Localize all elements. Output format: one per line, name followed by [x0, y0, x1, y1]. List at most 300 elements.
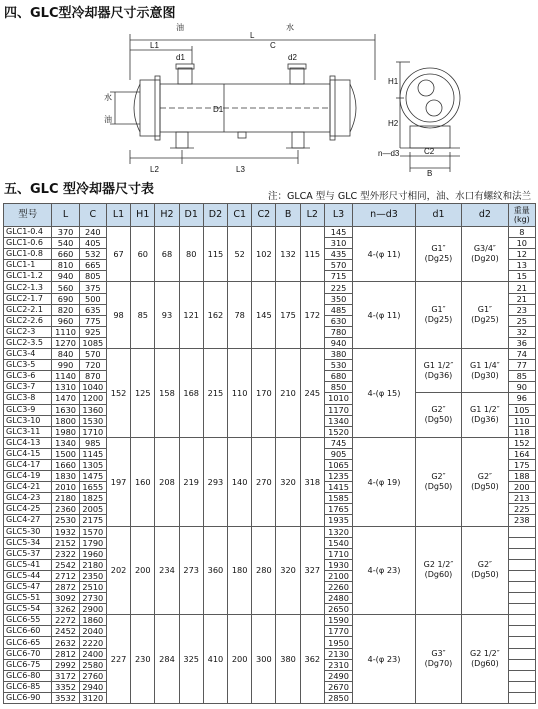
dim-C2: C2 — [424, 147, 435, 156]
header-C2: C2 — [252, 204, 276, 227]
table-row — [4, 437, 536, 448]
dim-B: B — [427, 169, 433, 178]
table-cell: 1415 — [324, 482, 352, 493]
table-cell: GLC2-3 — [4, 326, 52, 337]
pipe-dg: (Dg70) — [424, 659, 453, 669]
table-cell: 1930 — [324, 559, 352, 570]
table-cell: GLC6-90 — [4, 692, 52, 703]
table-cell: 2632 — [52, 637, 79, 648]
table-cell: 4-(φ 23) — [353, 615, 416, 704]
table-cell — [462, 437, 508, 526]
table-cell: 2712 — [52, 570, 79, 581]
table-cell: 810 — [52, 260, 79, 271]
pipe-size: G2″ — [477, 560, 493, 570]
table-cell: 2992 — [52, 659, 79, 670]
table-cell: 32 — [508, 326, 535, 337]
table-cell: 208 — [155, 437, 179, 526]
table-cell: 96 — [508, 393, 535, 404]
table-cell: 74 — [508, 349, 535, 360]
table-cell: 2175 — [79, 515, 106, 526]
table-cell: 570 — [324, 260, 352, 271]
pipe-size: G1″ — [477, 305, 493, 315]
table-cell — [508, 593, 535, 604]
table-cell: 985 — [79, 437, 106, 448]
table-cell: 715 — [324, 271, 352, 282]
table-cell: GLC5-37 — [4, 548, 52, 559]
table-cell: 1320 — [324, 526, 352, 537]
table-cell: 1145 — [79, 448, 106, 459]
header-C1: C1 — [228, 204, 252, 227]
table-cell: 1585 — [324, 493, 352, 504]
table-cell: 1770 — [324, 626, 352, 637]
table-cell: GLC2-2.1 — [4, 304, 52, 315]
table-cell: GLC4-27 — [4, 515, 52, 526]
table-cell: GLC3-10 — [4, 415, 52, 426]
table-cell: 2272 — [52, 615, 79, 626]
table-cell — [462, 282, 508, 349]
pipe-dg: (Dg60) — [424, 570, 453, 580]
table-cell: 240 — [79, 227, 106, 238]
table-cell: 132 — [276, 227, 300, 282]
table-body — [4, 227, 536, 704]
table-cell — [462, 615, 508, 704]
table-cell — [415, 526, 461, 615]
table-cell: 2900 — [79, 604, 106, 615]
table-cell: 200 — [228, 615, 252, 704]
table-cell — [415, 349, 461, 393]
table-cell: 1040 — [79, 382, 106, 393]
table-cell: 375 — [79, 282, 106, 293]
table-row — [4, 282, 536, 293]
pipe-size: G2 1/2″ — [423, 560, 454, 570]
table-cell — [508, 582, 535, 593]
table-cell: 2310 — [324, 659, 352, 670]
table-cell: 152 — [508, 437, 535, 448]
table-cell: 270 — [252, 437, 276, 526]
table-cell: 110 — [508, 415, 535, 426]
table-cell: 485 — [324, 304, 352, 315]
table-cell: 168 — [179, 349, 203, 438]
pipe-dg: (Dg36) — [424, 370, 453, 380]
table-cell: 3172 — [52, 670, 79, 681]
table-cell: 215 — [203, 349, 227, 438]
table-cell — [415, 615, 461, 704]
table-cell: 12 — [508, 249, 535, 260]
table-cell — [462, 526, 508, 615]
table-cell: GLC5-51 — [4, 593, 52, 604]
pipe-dg: (Dg60) — [471, 659, 499, 669]
table-cell: 635 — [79, 304, 106, 315]
header-L: L — [52, 204, 79, 227]
table-cell: 360 — [203, 526, 227, 615]
table-cell: 225 — [324, 282, 352, 293]
table-cell: 78 — [228, 282, 252, 349]
table-cell: GLC6-70 — [4, 648, 52, 659]
pipe-size: G3/4″ — [473, 244, 496, 254]
table-cell: 60 — [131, 227, 155, 282]
table-cell: 188 — [508, 471, 535, 482]
table-cell: GLC4-13 — [4, 437, 52, 448]
table-cell: 560 — [52, 282, 79, 293]
header-D1: D1 — [179, 204, 203, 227]
table-cell: 8 — [508, 227, 535, 238]
table-cell — [462, 393, 508, 437]
table-cell: 4-(φ 11) — [353, 282, 416, 349]
table-cell — [415, 393, 461, 437]
table-cell: 1932 — [52, 526, 79, 537]
table-cell: GLC4-25 — [4, 504, 52, 515]
table-cell: 1140 — [52, 371, 79, 382]
table-cell: 162 — [203, 282, 227, 349]
table-cell: GLC3-4 — [4, 349, 52, 360]
table-cell: 362 — [300, 615, 324, 704]
table-cell: 200 — [131, 526, 155, 615]
table-cell: 2940 — [79, 681, 106, 692]
table-cell: 1790 — [79, 537, 106, 548]
table-cell — [508, 692, 535, 703]
table-cell — [462, 227, 508, 282]
table-cell: 2130 — [324, 648, 352, 659]
table-cell: 327 — [300, 526, 324, 615]
table-cell: 2510 — [79, 582, 106, 593]
table-cell: 197 — [106, 437, 130, 526]
table-cell: 3352 — [52, 681, 79, 692]
table-cell: 1235 — [324, 471, 352, 482]
table-cell: 25 — [508, 315, 535, 326]
table-cell: 2530 — [52, 515, 79, 526]
table-cell: 2730 — [79, 593, 106, 604]
table-cell: 23 — [508, 304, 535, 315]
table-cell: GLC2-2.6 — [4, 315, 52, 326]
dim-L: L — [250, 31, 255, 40]
pipe-size: G1 1/2″ — [470, 405, 500, 415]
table-cell: 905 — [324, 448, 352, 459]
table-cell: GLC4-23 — [4, 493, 52, 504]
table-cell: 1950 — [324, 637, 352, 648]
pipe-dg: (Dg50) — [471, 481, 499, 491]
table-cell: 310 — [324, 238, 352, 249]
table-cell: 175 — [508, 459, 535, 470]
table-cell: 2040 — [79, 626, 106, 637]
table-cell: GLC3-7 — [4, 382, 52, 393]
table-cell: 105 — [508, 404, 535, 415]
pipe-size: G3″ — [431, 649, 446, 659]
table-cell: 1360 — [79, 404, 106, 415]
table-cell: 3092 — [52, 593, 79, 604]
pipe-size: G2″ — [431, 405, 446, 415]
table-cell — [462, 349, 508, 393]
dim-d2: d2 — [288, 53, 297, 62]
pipe-dg: (Dg50) — [424, 481, 453, 491]
table-cell: 2452 — [52, 626, 79, 637]
table-cell — [508, 637, 535, 648]
table-cell: 90 — [508, 382, 535, 393]
table-cell: 2580 — [79, 659, 106, 670]
table-cell: GLC6-85 — [4, 681, 52, 692]
label-water-top: 水 — [286, 23, 294, 32]
header-L1: L1 — [106, 204, 130, 227]
table-cell: 2180 — [79, 559, 106, 570]
table-cell: 4-(φ 11) — [353, 227, 416, 282]
pipe-dg: (Dg36) — [471, 415, 499, 425]
table-cell: 1085 — [79, 337, 106, 348]
table-cell: 1710 — [79, 426, 106, 437]
table-cell: GLC4-17 — [4, 459, 52, 470]
table-cell: 1110 — [52, 326, 79, 337]
table-row — [4, 526, 536, 537]
table-cell: 93 — [155, 282, 179, 349]
table-cell: 1340 — [324, 415, 352, 426]
table-cell: GLC1-1 — [4, 260, 52, 271]
table-cell: GLC6-65 — [4, 637, 52, 648]
table-cell: 318 — [300, 437, 324, 526]
table-cell: 15 — [508, 271, 535, 282]
table-cell: 2670 — [324, 681, 352, 692]
table-cell: 435 — [324, 249, 352, 260]
table-cell — [508, 526, 535, 537]
table-cell: 227 — [106, 615, 130, 704]
table-cell: 2005 — [79, 504, 106, 515]
table-cell: 115 — [300, 227, 324, 282]
table-cell: 320 — [276, 526, 300, 615]
header-D2: D2 — [203, 204, 227, 227]
table-cell: 320 — [276, 437, 300, 526]
table-cell: 36 — [508, 337, 535, 348]
table-cell: 210 — [276, 349, 300, 438]
header-H2: H2 — [155, 204, 179, 227]
table-cell: 125 — [131, 349, 155, 438]
table-cell: 152 — [106, 349, 130, 438]
table-cell: 325 — [179, 615, 203, 704]
table-cell: 1520 — [324, 426, 352, 437]
table-cell: GLC2-1.7 — [4, 293, 52, 304]
table-cell: 213 — [508, 493, 535, 504]
table-cell: 2542 — [52, 559, 79, 570]
table-cell: GLC4-21 — [4, 482, 52, 493]
table-note: 注：GLCA 型与 GLC 型外形尺寸相同，油、水口有螺纹和法兰 — [268, 191, 532, 202]
table-cell: 238 — [508, 515, 535, 526]
table-cell: GLC1-1.2 — [4, 271, 52, 282]
table-cell: 115 — [203, 227, 227, 282]
table-cell: 180 — [228, 526, 252, 615]
table-cell: 570 — [79, 349, 106, 360]
table-cell: 1825 — [79, 493, 106, 504]
table-cell — [508, 537, 535, 548]
table-cell — [508, 570, 535, 581]
table-cell: GLC3-6 — [4, 371, 52, 382]
table-cell: 1655 — [79, 482, 106, 493]
table-cell: 660 — [52, 249, 79, 260]
table-cell: 350 — [324, 293, 352, 304]
table-cell: 1475 — [79, 471, 106, 482]
table-cell — [508, 615, 535, 626]
table-cell: 1800 — [52, 415, 79, 426]
label-water-left: 水 — [104, 93, 112, 102]
pipe-dg: (Dg25) — [424, 254, 453, 264]
table-cell: 3532 — [52, 692, 79, 703]
table-cell: 280 — [252, 526, 276, 615]
table-cell: 118 — [508, 426, 535, 437]
table-cell: 870 — [79, 371, 106, 382]
table-cell: 3120 — [79, 692, 106, 703]
table-cell: 1200 — [79, 393, 106, 404]
table-cell: 293 — [203, 437, 227, 526]
pipe-size: G1″ — [431, 244, 446, 254]
dim-d1: d1 — [176, 53, 185, 62]
table-cell: 2400 — [79, 648, 106, 659]
table-cell: 820 — [52, 304, 79, 315]
header-weight: 重量(kg) — [508, 204, 535, 227]
table-cell: 500 — [79, 293, 106, 304]
table-cell: 1310 — [52, 382, 79, 393]
table-cell: 2260 — [324, 582, 352, 593]
table-cell: 665 — [79, 260, 106, 271]
table-cell: 2360 — [52, 504, 79, 515]
table-cell: 2220 — [79, 637, 106, 648]
pipe-size: G1″ — [431, 305, 446, 315]
table-cell: 1500 — [52, 448, 79, 459]
dim-H1: H1 — [388, 77, 399, 86]
pipe-dg: (Dg20) — [471, 254, 499, 264]
table-cell: GLC5-54 — [4, 604, 52, 615]
table-cell: 67 — [106, 227, 130, 282]
table-cell: GLC3-8 — [4, 393, 52, 404]
dim-L3: L3 — [236, 165, 245, 174]
table-cell: 1980 — [52, 426, 79, 437]
table-cell: GLC2-3.5 — [4, 337, 52, 348]
table-cell — [508, 559, 535, 570]
pipe-dg: (Dg50) — [471, 570, 499, 580]
table-cell: 225 — [508, 504, 535, 515]
table-cell: GLC4-19 — [4, 471, 52, 482]
table-cell: GLC5-34 — [4, 537, 52, 548]
table-cell: GLC6-80 — [4, 670, 52, 681]
table-row — [4, 615, 536, 626]
section5-title: 五、GLC 型冷却器尺寸表 — [4, 182, 155, 197]
dim-D1: D1 — [213, 105, 224, 114]
table-cell: 720 — [79, 360, 106, 371]
table-cell: 175 — [276, 282, 300, 349]
pipe-dg: (Dg30) — [471, 370, 499, 380]
table-cell: 140 — [228, 437, 252, 526]
table-cell: GLC6-55 — [4, 615, 52, 626]
table-cell — [508, 604, 535, 615]
pipe-dg: (Dg50) — [424, 415, 453, 425]
pipe-size: G2″ — [477, 471, 493, 481]
table-cell: 2010 — [52, 482, 79, 493]
table-cell: 1765 — [324, 504, 352, 515]
table-cell: 380 — [324, 349, 352, 360]
table-cell — [508, 548, 535, 559]
table-cell: 170 — [252, 349, 276, 438]
table-cell: 1530 — [79, 415, 106, 426]
table-cell: 940 — [52, 271, 79, 282]
table-cell — [415, 282, 461, 349]
table-cell: 160 — [131, 437, 155, 526]
table-cell: 1960 — [79, 548, 106, 559]
table-cell: GLC6-75 — [4, 659, 52, 670]
table-cell: 530 — [324, 360, 352, 371]
table-cell: 121 — [179, 282, 203, 349]
table-cell: 4-(φ 19) — [353, 437, 416, 526]
header-L3: L3 — [324, 204, 352, 227]
table-cell: GLC1-0.8 — [4, 249, 52, 260]
table-cell: 68 — [155, 227, 179, 282]
table-cell: 960 — [52, 315, 79, 326]
table-cell: 940 — [324, 337, 352, 348]
table-cell: 21 — [508, 282, 535, 293]
table-cell: 410 — [203, 615, 227, 704]
table-cell: GLC5-44 — [4, 570, 52, 581]
table-cell: 300 — [252, 615, 276, 704]
table-cell: GLC3-9 — [4, 404, 52, 415]
table-cell: GLC3-5 — [4, 360, 52, 371]
table-row — [4, 227, 536, 238]
table-cell: 2490 — [324, 670, 352, 681]
table-cell: 1065 — [324, 459, 352, 470]
table-cell: 2812 — [52, 648, 79, 659]
table-cell: GLC6-60 — [4, 626, 52, 637]
table-cell: 2100 — [324, 570, 352, 581]
table-cell: 1660 — [52, 459, 79, 470]
table-cell: 98 — [106, 282, 130, 349]
table-cell: 1590 — [324, 615, 352, 626]
table-cell: 405 — [79, 238, 106, 249]
table-cell: 690 — [52, 293, 79, 304]
table-cell: 1170 — [324, 404, 352, 415]
table-cell: GLC5-41 — [4, 559, 52, 570]
table-cell: 1935 — [324, 515, 352, 526]
table-cell: 2350 — [79, 570, 106, 581]
dim-nd3: n—d3 — [378, 149, 400, 158]
table-cell: 4-(φ 15) — [353, 349, 416, 438]
header-H1: H1 — [131, 204, 155, 227]
label-oil-top: 油 — [176, 23, 184, 32]
table-cell: 1540 — [324, 537, 352, 548]
dim-L1: L1 — [150, 41, 159, 50]
table-cell: 540 — [52, 238, 79, 249]
table-cell: 1305 — [79, 459, 106, 470]
header-model: 型号 — [4, 204, 52, 227]
table-cell: 2872 — [52, 582, 79, 593]
table-cell: 219 — [179, 437, 203, 526]
table-cell: 85 — [508, 371, 535, 382]
table-cell: GLC3-11 — [4, 426, 52, 437]
table-cell: 202 — [106, 526, 130, 615]
table-cell: 77 — [508, 360, 535, 371]
table-cell: 1860 — [79, 615, 106, 626]
table-cell: 2850 — [324, 692, 352, 703]
table-cell: 172 — [300, 282, 324, 349]
pipe-size: G2″ — [431, 471, 446, 481]
table-cell: 245 — [300, 349, 324, 438]
table-cell: 1830 — [52, 471, 79, 482]
table-cell: GLC4-15 — [4, 448, 52, 459]
table-cell — [508, 681, 535, 692]
header-d1: d1 — [415, 204, 461, 227]
table-cell: 13 — [508, 260, 535, 271]
table-cell: 2152 — [52, 537, 79, 548]
table-cell: 85 — [131, 282, 155, 349]
table-cell: 102 — [252, 227, 276, 282]
table-cell: 2760 — [79, 670, 106, 681]
table-cell: GLC5-47 — [4, 582, 52, 593]
table-cell: 370 — [52, 227, 79, 238]
table-cell: GLC2-1.3 — [4, 282, 52, 293]
table-cell: 990 — [52, 360, 79, 371]
spec-table — [3, 203, 536, 704]
table-cell: 145 — [324, 227, 352, 238]
